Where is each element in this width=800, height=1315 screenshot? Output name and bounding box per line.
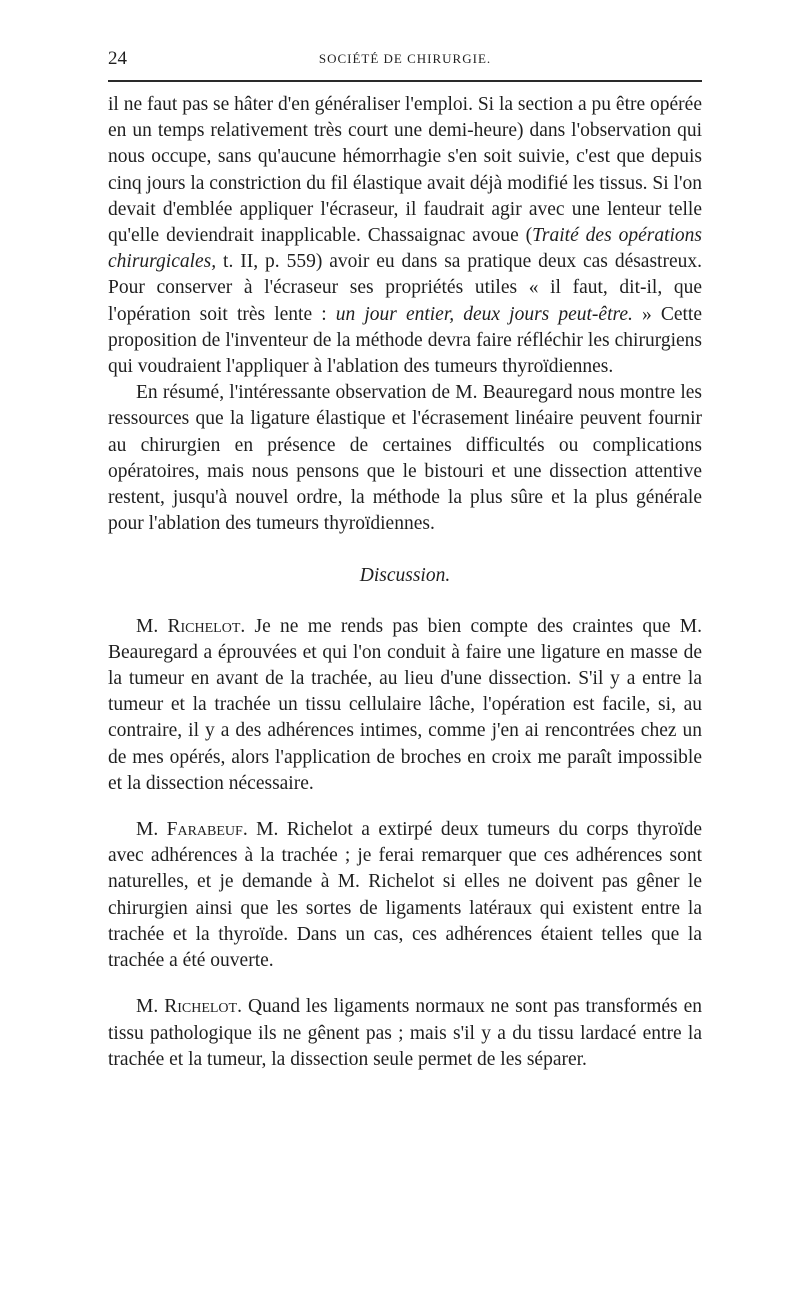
- speaker-name: M. Richelot.: [136, 996, 242, 1018]
- paragraph-text: il ne faut pas se hâter d'en généraliser l'emploi. Si la section a pu être opérée en un temps relativement très court une demi-heure) dans l'observation qui nous occupe, sans qu'aucune hémorrhagie s'en soit suivie, c'est que depuis cinq jours la constriction du fil élastique avait déjà modifié les tissus. Si l'on devait d'emblée appliquer l'écraseur, il faudrait agir avec une lenteur telle qu'elle deviendrait inapplicable. Chassaignac avoue (: [108, 94, 702, 247]
- paragraph-text: t. II, p. 559) avoir eu dans sa pratique deux cas désastreux. Pour conserver à l'écraseur ses propriétés utiles « il faut, dit-il, que l'opération soit très lente :: [108, 251, 702, 325]
- running-head: [108, 48, 702, 72]
- running-title: SOCIÉTÉ DE CHIRURGIE.: [318, 51, 492, 66]
- paragraph-ecraseur: [108, 92, 702, 380]
- speaker-name: M. Richelot.: [136, 615, 246, 637]
- discussion-entry: [108, 817, 702, 974]
- page-number: 24: [108, 48, 127, 69]
- header-rule: [108, 80, 702, 82]
- discussion-entry: [108, 994, 702, 1073]
- citation-title: Traité des opérations chirurgicales,: [108, 225, 703, 273]
- entry-text: M. Richelot a extirpé deux tumeurs du corps thyroïde avec adhérences à la trachée ; je ferai remarquer que ces adhérences sont naturelles, et je demande à M. Richelot si elles ne doivent pas gêner le chirurgien ainsi que les sortes de ligaments latéraux qui existent entre la trachée et la thyroïde. Dans un cas, ces adhérences étaient telles que la trachée a été ouverte.: [108, 819, 702, 972]
- paragraph-resume: En résumé, l'intéressante observation de M. Beauregard nous montre les ressources que la ligature élastique et l'écrasement linéaire peuvent fournir au chirurgien en présence de certaines difficultés ou complications opératoires, mais nous pensons que le bistouri et une dissection attentive restent, jusqu'à nouvel ordre, la méthode la plus sûre et la plus générale pour l'ablation des tumeurs thyroïdiennes.: [108, 382, 702, 535]
- entry-text: Quand les ligaments normaux ne sont pas transformés en tissu pathologique ils ne gênent pas ; mais s'il y a du tissu lardacé entre la trachée et la tumeur, la dissection seule permet de les séparer.: [108, 996, 702, 1070]
- speaker-name: M. Farabeuf.: [136, 819, 248, 841]
- discussion-entry: [108, 614, 702, 797]
- entry-text: Je ne me rends pas bien compte des craintes que M. Beauregard a éprouvées et qui l'on conduit à faire une ligature en masse de la tumeur en avant de la trachée, au lieu d'une dissection. S'il y a entre la tumeur et la trachée un tissu cellulaire lâche, l'opération est facile, si, au contraire, il y a des adhérences intimes, comme j'en ai rencontrées chez un de mes opérés, alors l'application de broches en croix me paraît impossible et la dissection nécessaire.: [108, 615, 702, 794]
- paragraph-text: » Cette proposition de l'inventeur de la méthode devra faire réfléchir les chirurgiens qui voudraient l'appliquer à l'ablation des tumeurs thyroïdiennes.: [108, 303, 702, 378]
- body-text: [108, 92, 702, 1073]
- quoted-phrase: un jour entier, deux jours peut-être.: [335, 303, 633, 325]
- discussion-heading: Discussion.: [359, 565, 451, 587]
